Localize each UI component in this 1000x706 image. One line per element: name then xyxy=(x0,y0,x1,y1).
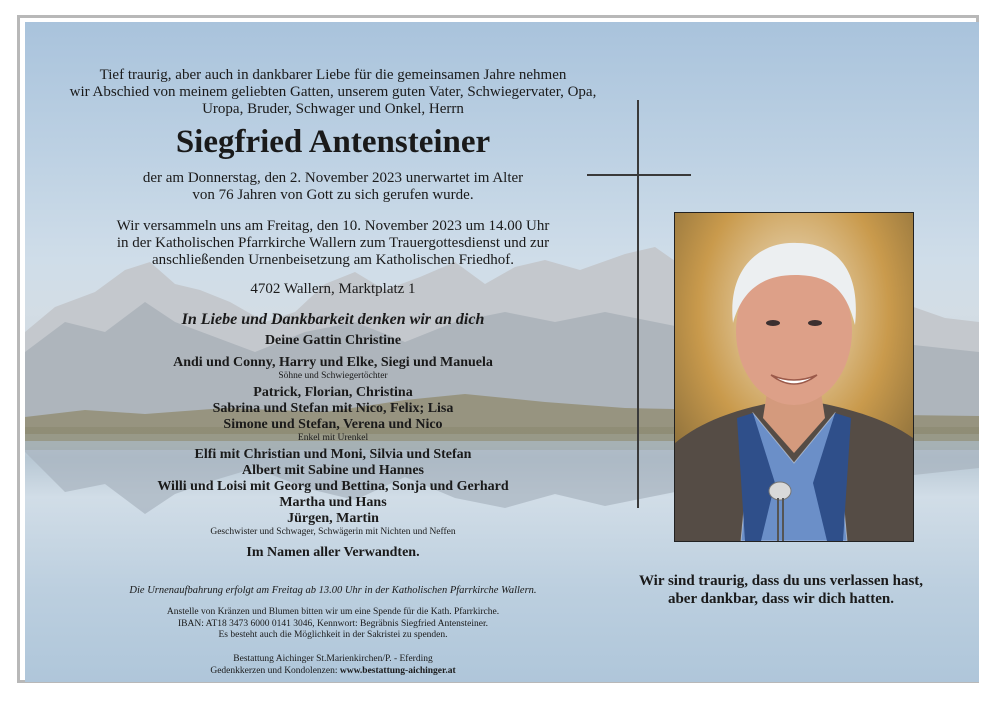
quote-line: Wir sind traurig, dass du uns verlassen hast, xyxy=(638,573,924,589)
intro-line: Tief traurig, aber auch in dankbarer Liebe für die gemeinsamen Jahre nehmen xyxy=(99,67,567,83)
donation-info xyxy=(55,607,611,642)
donation-line: IBAN: AT18 3473 6000 0141 3046, Kennwort: Begräbnis Siegfried Antensteiner. xyxy=(177,618,489,629)
mourner-names: Deine Gattin Christine xyxy=(264,333,402,348)
portrait-photo xyxy=(674,212,914,542)
funeral-line: Wir versammeln uns am Freitag, den 10. November 2023 um 14.00 Uhr xyxy=(116,218,550,234)
group-caption: Enkel mit Urenkel xyxy=(297,433,369,443)
funeral-info xyxy=(55,218,611,269)
mourner-names: Andi und Conny, Harry und Elke, Siegi und Manuela xyxy=(173,355,493,370)
deceased-name: Siegfried Antensteiner xyxy=(175,124,491,160)
mourner-names: Simone und Stefan, Verena und Nico xyxy=(223,417,443,432)
intro-line: Uropa, Bruder, Schwager und Onkel, Herrn xyxy=(202,101,464,117)
mourner-names: Martha und Hans xyxy=(279,495,387,510)
mourners-list xyxy=(55,333,611,561)
death-notice xyxy=(55,170,611,204)
mourner-names: Elfi mit Christian und Moni, Silvia und Stefan xyxy=(194,447,472,462)
condolence-line xyxy=(55,666,611,678)
mourner-names: Albert mit Sabine und Hannes xyxy=(241,463,425,478)
mourner-names: Sabrina und Stefan mit Nico, Felix; Lisa xyxy=(212,401,454,416)
mourner-names: Jürgen, Martin xyxy=(287,511,379,526)
undertaker-name: Bestattung Aichinger St.Marienkirchen/P. - Eferding xyxy=(233,654,433,664)
urn-note: Die Urnenaufbahrung erfolgt am Freitag ab 13.00 Uhr in der Katholischen Pfarrkirche Wallern. xyxy=(129,585,537,596)
mourner-names: Patrick, Florian, Christina xyxy=(253,385,413,400)
death-notice-line: von 76 Jahren von Gott zu sich gerufen wurde. xyxy=(192,187,474,203)
closing-quote xyxy=(622,572,940,608)
donation-line: Es besteht auch die Möglichkeit in der Sakristei zu spenden. xyxy=(218,630,448,640)
group-caption: Geschwister und Schwager, Schwägerin mit Nichten und Neffen xyxy=(210,527,456,537)
address: 4702 Wallern, Marktplatz 1 xyxy=(250,281,416,297)
condolence-link[interactable]: www.bestattung-aichinger.at xyxy=(339,665,456,676)
death-notice-line: der am Donnerstag, den 2. November 2023 unerwartet im Alter xyxy=(142,170,524,186)
memorial-card xyxy=(25,22,979,682)
group-caption: Söhne und Schwiegertöchter xyxy=(278,371,388,381)
condolence-label: Gedenkkerzen und Kondolenzen: xyxy=(210,665,338,676)
intro-line: wir Abschied von meinem geliebten Gatten, unserem guten Vater, Schwiegervater, Opa, xyxy=(69,84,597,100)
quote-line: aber dankbar, dass wir dich hatten. xyxy=(667,591,895,607)
mourner-names: Willi und Loisi mit Georg und Bettina, Sonja und Gerhard xyxy=(157,479,509,494)
undertaker-info xyxy=(55,654,611,677)
funeral-line: anschließenden Urnenbeisetzung am Katholischen Friedhof. xyxy=(152,252,514,268)
relatives-closing: Im Namen aller Verwandten. xyxy=(246,545,420,560)
funeral-line: in der Katholischen Pfarrkirche Wallern zum Trauergottesdienst und zur xyxy=(116,235,550,251)
donation-line: Anstelle von Kränzen und Blumen bitten wir um eine Spende für die Kath. Pfarrkirche. xyxy=(166,607,500,617)
intro-text xyxy=(55,67,611,118)
mourners-heading: In Liebe und Dankbarkeit denken wir an dich xyxy=(181,311,485,328)
